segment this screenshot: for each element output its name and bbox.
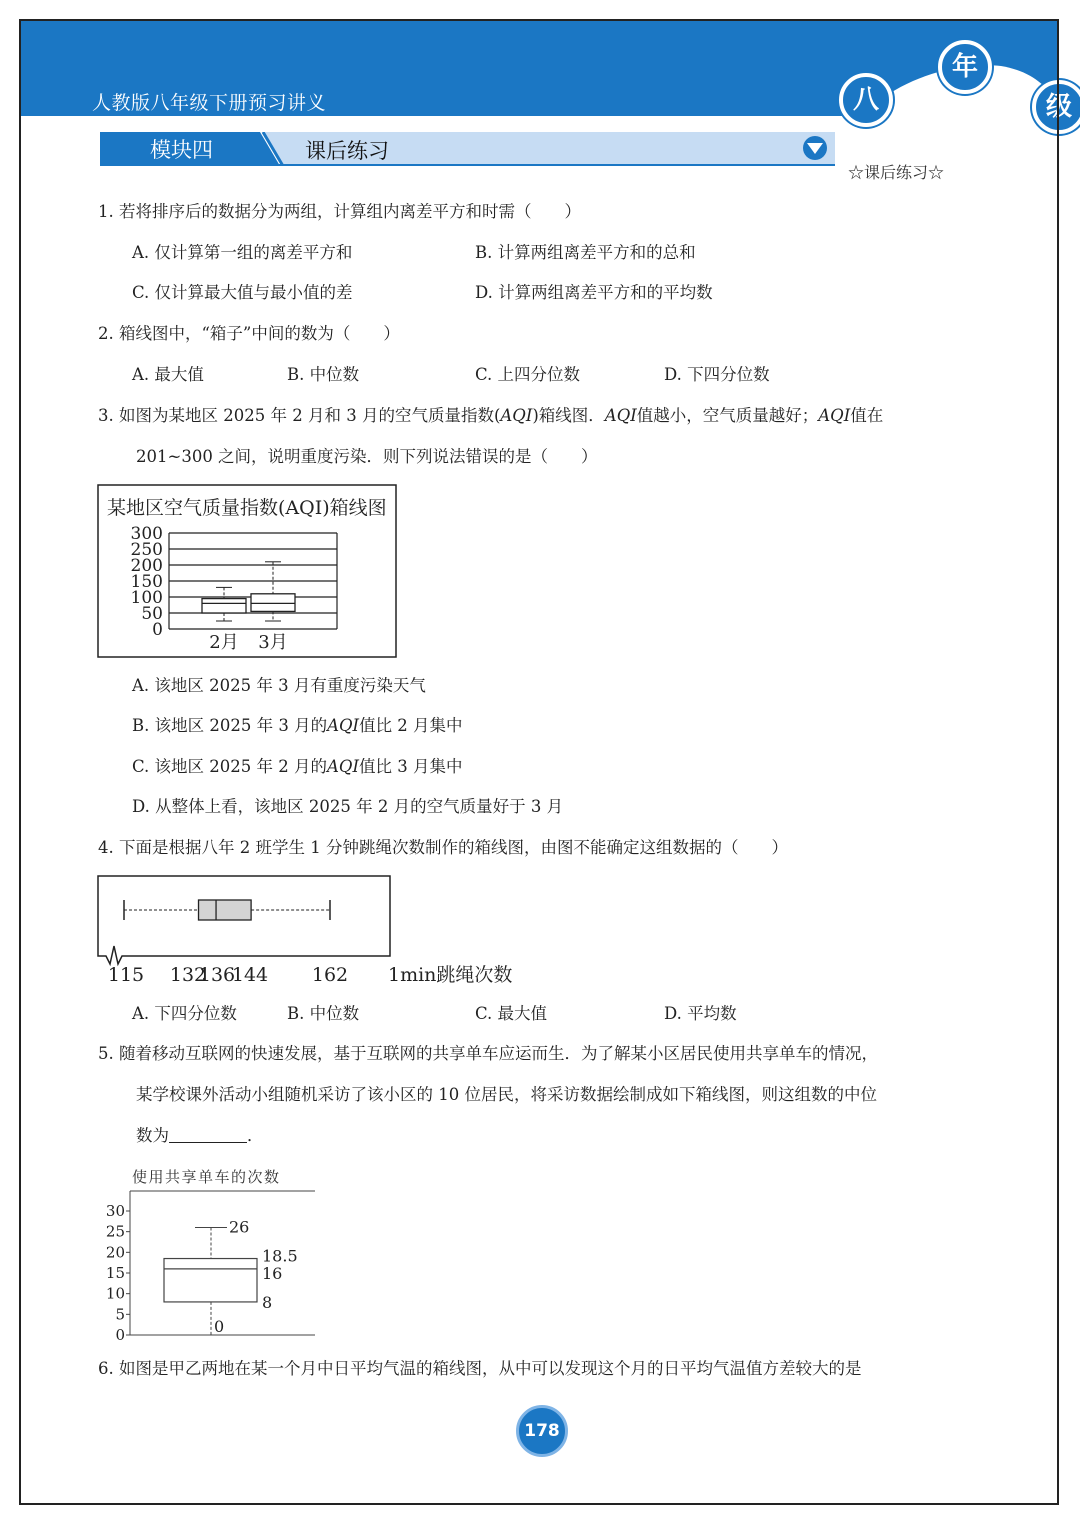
x-tick-label: 132: [169, 964, 207, 986]
q1-option-c[interactable]: C. 仅计算最大值与最小值的差: [132, 283, 353, 302]
q2-option-b[interactable]: B. 中位数: [287, 365, 360, 384]
y-tick-label: 150: [130, 572, 163, 592]
x-tick-label: 144: [231, 964, 269, 986]
y-tick-label: 15: [105, 1264, 125, 1282]
book-title: 人教版八年级下册预习讲义: [92, 92, 327, 114]
min-label: 0: [214, 1317, 225, 1336]
y-tick-label: 5: [115, 1305, 125, 1324]
x-tick-label: 162: [311, 964, 349, 986]
q3-option-c[interactable]: C. 该地区 2025 年 2 月的AQI值比 3 月集中: [132, 757, 463, 776]
q1-option-d[interactable]: D. 计算两组离差平方和的平均数: [475, 283, 713, 302]
y-tick-label: 50: [141, 604, 163, 624]
grade-badge-ji: 级: [1032, 80, 1080, 134]
chart-title: 某地区空气质量指数(AQI)箱线图: [107, 497, 387, 519]
x-tick-label: 115: [107, 964, 145, 986]
q3-label: 18.5: [262, 1246, 298, 1266]
page-number-badge: 178: [516, 1405, 568, 1457]
y-tick-label: 10: [105, 1284, 125, 1303]
question-5-stem-line3: 数为 ．: [136, 1126, 264, 1145]
x-tick-label: 3月: [258, 632, 288, 653]
grade-badge-ba: 八: [839, 73, 893, 127]
q3-option-b[interactable]: B. 该地区 2025 年 3 月的AQI值比 2 月集中: [132, 716, 463, 735]
x-tick-label: 136: [198, 964, 236, 986]
q4-option-c[interactable]: C. 最大值: [475, 1004, 548, 1023]
q2-option-d[interactable]: D. 下四分位数: [664, 365, 770, 384]
question-3-stem-line2: 201~300 之间，说明重度污染．则下列说法错误的是（ ）: [136, 447, 598, 466]
q1-label: 8: [262, 1292, 273, 1312]
y-tick-label: 20: [105, 1243, 125, 1262]
y-tick-label: 25: [105, 1222, 125, 1241]
y-tick-label: 250: [130, 540, 163, 560]
q4-option-a[interactable]: A. 下四分位数: [132, 1004, 237, 1023]
y-tick-label: 300: [130, 524, 163, 544]
q1-option-a[interactable]: A. 仅计算第一组的离差平方和: [132, 243, 353, 262]
q3-option-a[interactable]: A. 该地区 2025 年 3 月有重度污染天气: [132, 676, 426, 695]
y-tick-label: 100: [130, 588, 163, 608]
q1-option-b[interactable]: B. 计算两组离差平方和的总和: [475, 243, 696, 262]
max-label: 26: [229, 1217, 250, 1237]
question-5-stem-line2: 某学校课外活动小组随机采访了该小区的 10 位居民，将采访数据绘制成如下箱线图，则这组数的中位: [136, 1085, 877, 1104]
q4-option-b[interactable]: B. 中位数: [287, 1004, 360, 1023]
question-1-stem: 1. 若将排序后的数据分为两组，计算组内离差平方和时需（ ）: [98, 202, 581, 221]
question-2-stem: 2. 箱线图中，“箱子”中间的数为（ ）: [98, 324, 400, 343]
question-4-stem: 4. 下面是根据八年 2 班学生 1 分钟跳绳次数制作的箱线图，由图不能确定这组数据的（ ）: [98, 838, 788, 857]
q3-option-d[interactable]: D. 从整体上看，该地区 2025 年 2 月的空气质量好于 3 月: [132, 797, 564, 816]
y-tick-label: 0: [115, 1326, 125, 1344]
y-tick-label: 0: [152, 620, 163, 640]
grade-badge-nian: 年: [938, 40, 992, 94]
median-label: 16: [262, 1263, 283, 1283]
x-tick-label: 2月: [209, 632, 239, 653]
chart-title: 使用共享单车的次数: [132, 1168, 281, 1186]
y-tick-label: 200: [130, 556, 163, 576]
q2-option-a[interactable]: A. 最大值: [132, 365, 204, 384]
q2-option-c[interactable]: C. 上四分位数: [475, 365, 581, 384]
question-6-stem: 6. 如图是甲乙两地在某一个月中日平均气温的箱线图，从中可以发现这个月的日平均气温值方差较大的是: [98, 1359, 862, 1378]
section-tag: ☆课后练习☆: [848, 163, 945, 182]
question-3-stem-line1: 3. 如图为某地区 2025 年 2 月和 3 月的空气质量指数(AQI)箱线图．AQI值越小，空气质量越好；AQI值在: [98, 406, 884, 425]
module-title: 课后练习: [305, 139, 389, 163]
question-5-stem-line1: 5. 随着移动互联网的快速发展，基于互联网的共享单车应运而生．为了解某小区居民使用共享单车的情况，: [98, 1044, 878, 1063]
module-name: 模块四: [150, 138, 213, 162]
page-frame: [19, 19, 1059, 1505]
y-tick-label: 30: [105, 1202, 125, 1220]
q4-option-d[interactable]: D. 平均数: [664, 1004, 737, 1023]
x-axis-label: 1min跳绳次数: [388, 964, 513, 986]
